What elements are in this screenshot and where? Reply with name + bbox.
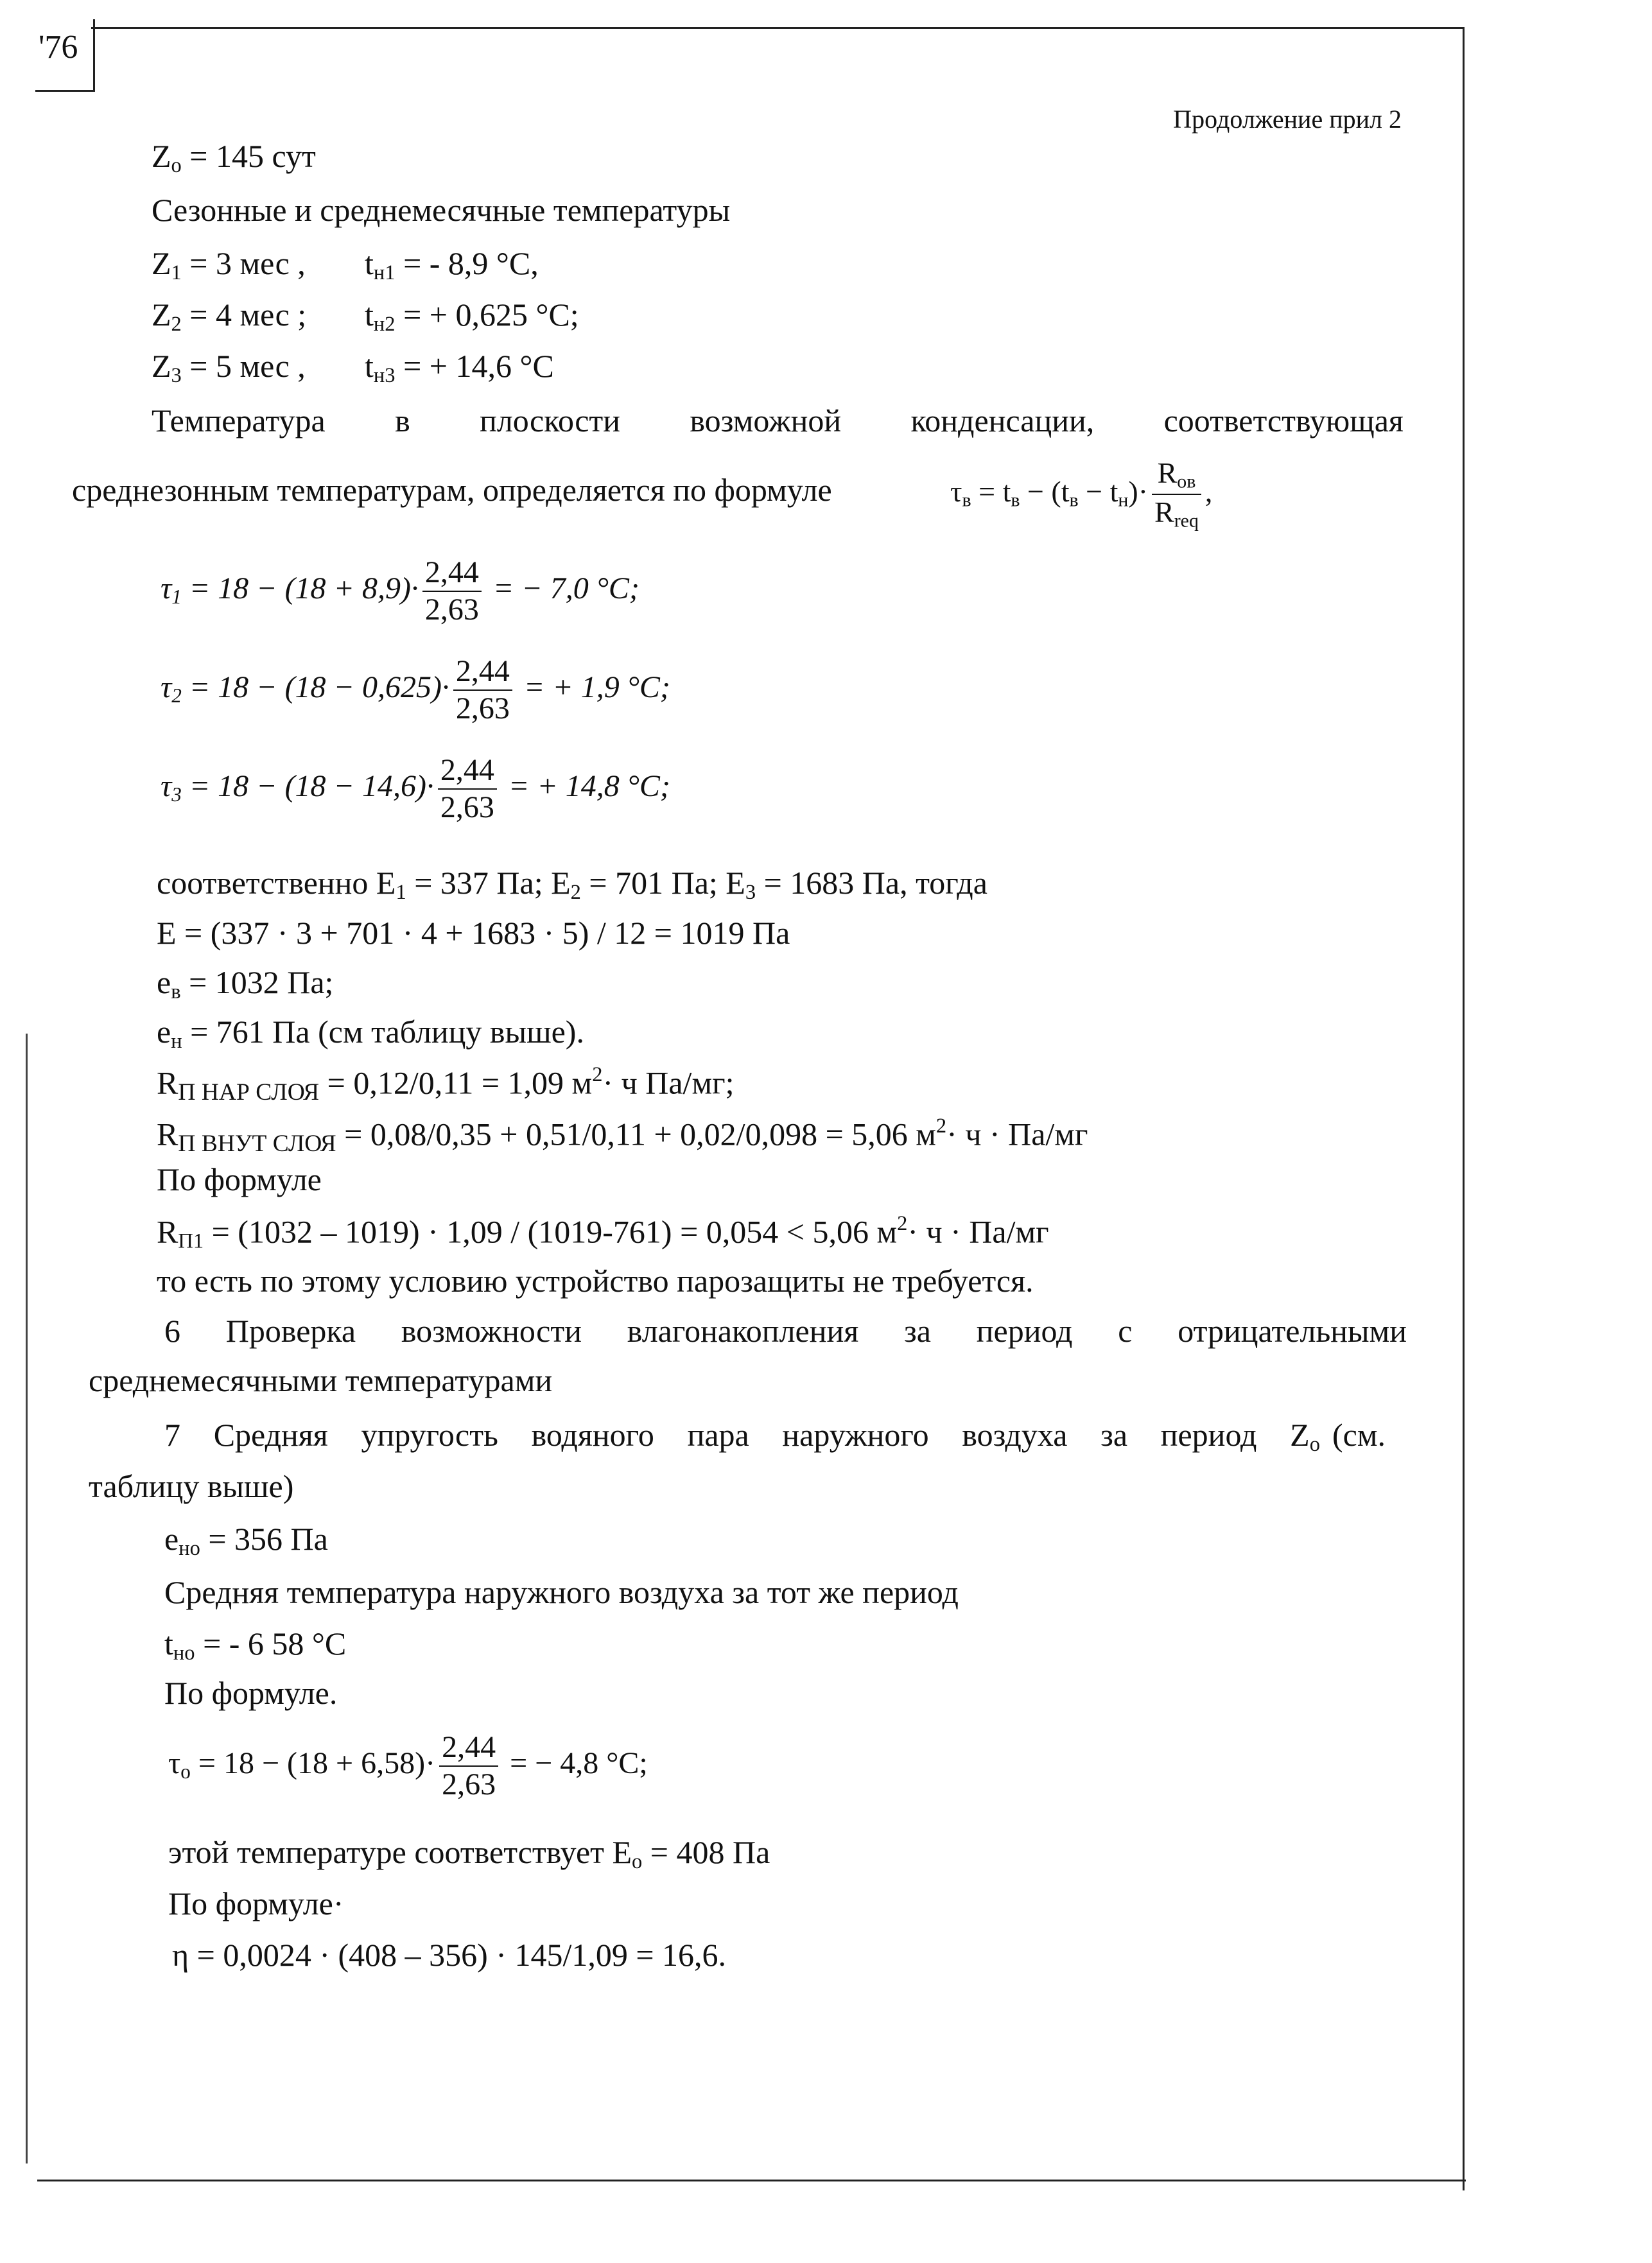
avg-temp-line: Средняя температура наружного воздуха за тот же период <box>164 1574 959 1610</box>
e-average-line: E = (337 · 3 + 701 · 4 + 1683 · 5) / 12 = 1019 Па <box>157 915 790 951</box>
season-row: $Z_1 = 3$ мес , <box>152 245 306 285</box>
tau2-formula: $\tau_2 = 18 - (18 - 0,625)\cdot$ $\frac{2,44}{2,63}$ = + 1,9 °C; <box>161 654 670 725</box>
tau1-formula: $\tau_1 = 18 - (18 + 8,9)\cdot$ $\frac{2,44}{2,63}$ = − 7,0 °C; <box>161 555 639 627</box>
by-formula-2: По формуле. <box>164 1675 338 1711</box>
r-p1-line: $R_{П1} = (1032 - 1019) \cdot 1,09 / (1019-761) = 0,054 < 5,06$ $м^2\cdot ч \cdot Па/мг$ <box>157 1212 1049 1253</box>
season-row: $Z_2 = 4$ мес ; <box>152 297 307 336</box>
item6-line1: 6 Проверка возможности влагонакопления за период с отрицательными <box>164 1313 1407 1349</box>
by-formula-3: По формуле· <box>168 1886 344 1921</box>
e-outer-line: $e_н = 761$ Па (см таблицу выше). <box>157 1014 584 1053</box>
item7-tail: (см. <box>1332 1417 1386 1453</box>
item7-line1: 7 Средняя упругость водяного пара наружного воздуха за период $Z_о$ <box>164 1417 1320 1457</box>
eta-formula: η = 0,0024 · (408 – 356) · 145/1,09 = 16,6. <box>172 1937 727 1973</box>
e-no-line: $e_{но} = 356$ Па <box>164 1521 328 1561</box>
page-number: '76 <box>39 29 78 65</box>
z0-line: $Z_о = 145$ сут <box>152 138 316 178</box>
seasons-title: Сезонные и среднемесячные температуры <box>152 192 731 228</box>
page-frame-left <box>26 1034 28 2163</box>
page-frame-bottom <box>37 2180 1466 2181</box>
appendix-header: Продолжение прил 2 <box>1173 105 1402 134</box>
tau-general-formula: $\tau_в = t_в - (t_в - t_н)\cdot$ $\frac{R_{ов}}{R_{req}}$ , <box>950 456 1213 532</box>
season-temp: $t_{н2}$ = + 0,625 °С; <box>365 297 579 336</box>
season-temp: $t_{н3}$ = + 14,6 °С <box>365 348 554 388</box>
e-inner-line: $e_в = 1032$ Па; <box>157 964 334 1004</box>
r-outer-layer-line: $R_{П НАР СЛОЯ} = 0,12/0,11 = 1,09$ $м^2\cdot ч$ Па/мг; <box>157 1063 735 1105</box>
tau0-formula: $\tau_о = 18 - (18 + 6,58)\cdot$ $\frac{2,44}{2,63}$ = − 4,8 °С; <box>168 1730 648 1801</box>
by-formula-1: По формуле <box>157 1161 322 1197</box>
resistance-fraction: $\frac{R_{ов}}{R_{req}}$ <box>1152 458 1201 531</box>
e0-line: этой температуре соответствует $E_о = 408$ Па <box>168 1834 770 1874</box>
t-no-line: $t_{но}$ = - 6 58 °С <box>164 1626 347 1665</box>
temperature-paragraph-line1: Температура в плоскости возможной конденсации, соответствующая <box>152 403 1404 438</box>
item7-line2: таблицу выше) <box>89 1468 294 1504</box>
e-values-line: соответственно $E_1 = 337$ Па; $E_2 = 701$ Па; $E_3 = 1683$ Па, тогда <box>157 865 987 905</box>
page-frame-top <box>91 27 1464 29</box>
item6-line2: среднемесячными температурами <box>89 1362 553 1398</box>
temperature-paragraph-line2: среднезонным температурам, определяется по формуле <box>72 472 832 508</box>
conclusion-line: то есть по этому условию устройство парозащиты не требуется. <box>157 1263 1034 1299</box>
page-frame-right <box>1463 27 1465 2190</box>
r-inner-layer-line: $R_{П ВНУТ СЛОЯ} = 0,08/0,35 + 0,51/0,11 + 0,02/0,098 = 5,06$ $м^2\cdot ч \cdot Па/мг$ <box>157 1114 1088 1157</box>
tau3-formula: $\tau_3 = 18 - (18 - 14,6)\cdot$ $\frac{2,44}{2,63}$ = + 14,8 °C; <box>161 753 670 824</box>
season-temp: $t_{н1}$ = - 8,9 °С, <box>365 245 539 285</box>
season-row: $Z_3 = 5$ мес , <box>152 348 306 388</box>
